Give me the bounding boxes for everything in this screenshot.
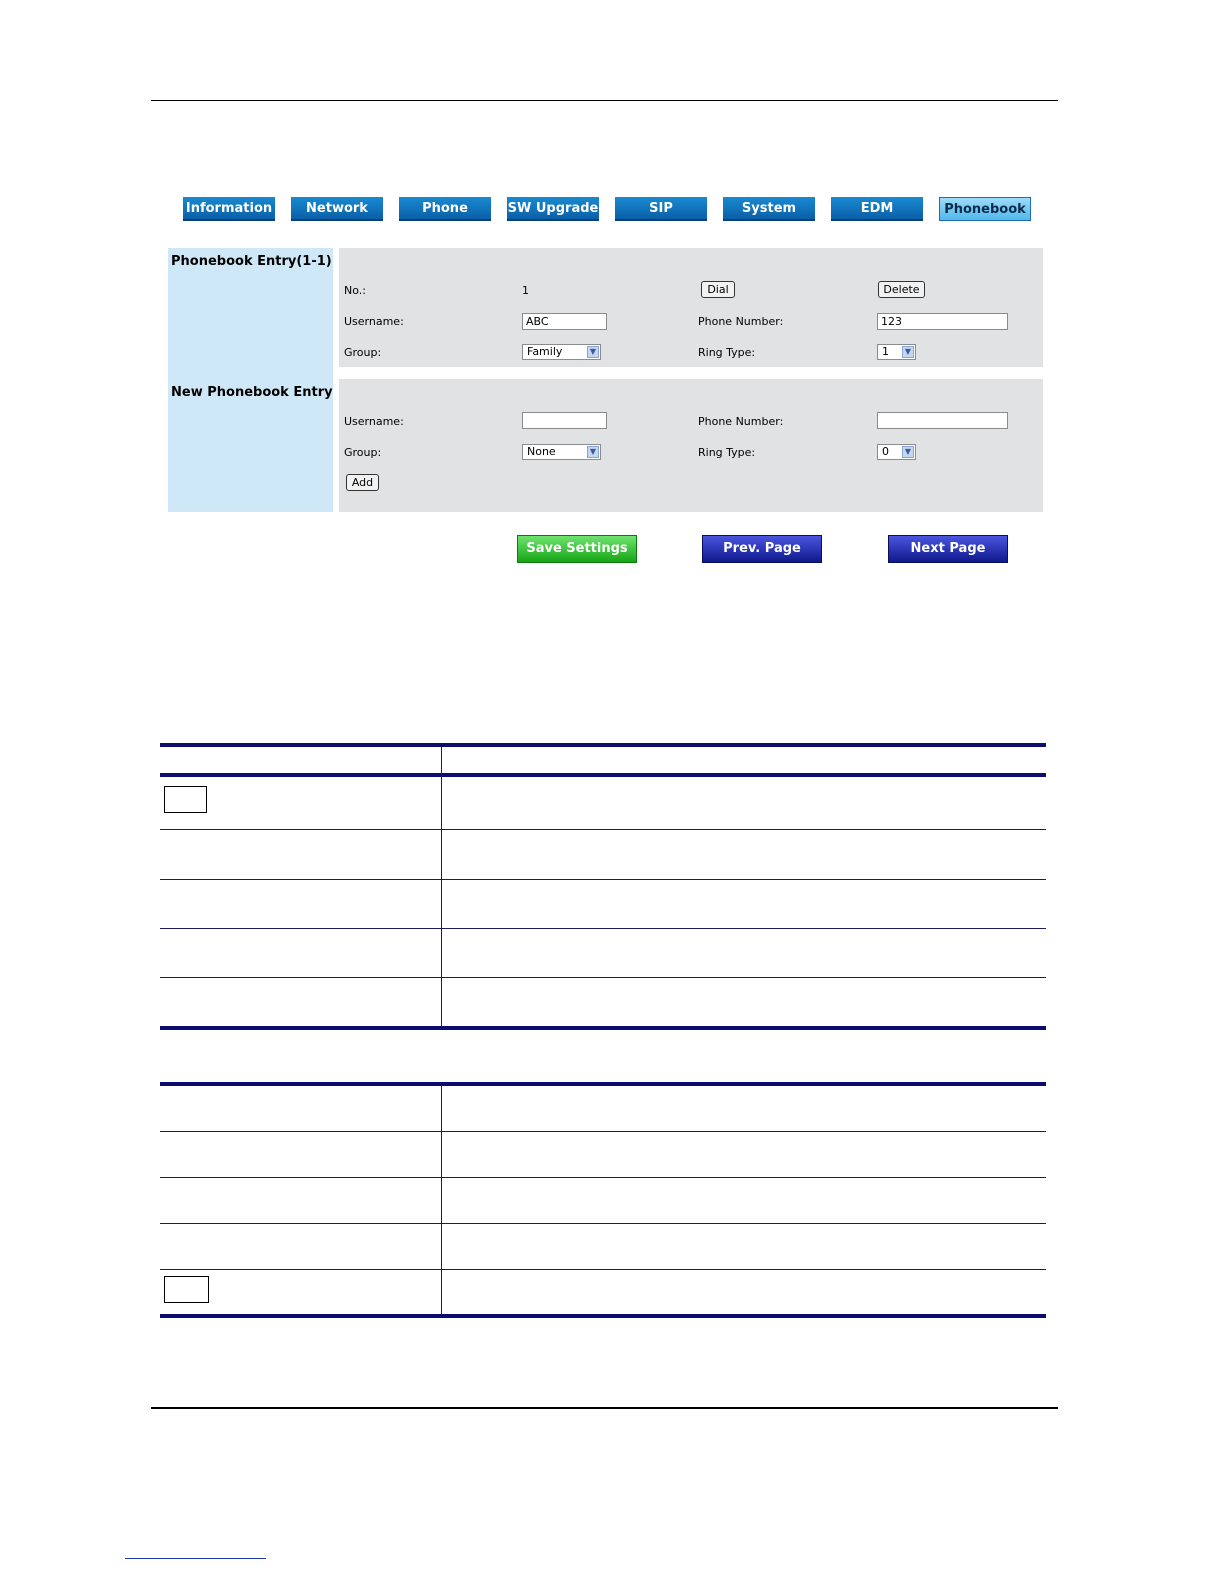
tab-sip[interactable]: SIP (615, 197, 707, 221)
new-group-select[interactable] (522, 444, 601, 460)
tab-edm[interactable]: EDM (831, 197, 923, 221)
entry-panel (339, 248, 1043, 367)
table-1-bottom-rule (160, 1026, 1046, 1030)
no-value: 1 (522, 284, 529, 297)
chevron-down-icon[interactable]: ▼ (902, 346, 914, 358)
new-entry-section-title: New Phonebook Entry (171, 385, 333, 400)
new-ring-type-select-value: 0 (882, 445, 889, 458)
phone-number-label: Phone Number: (698, 315, 784, 328)
new-entry-panel (339, 379, 1043, 512)
next-page-button[interactable]: Next Page (888, 535, 1008, 563)
prev-page-button[interactable]: Prev. Page (702, 535, 822, 563)
group-select-value: Family (527, 345, 563, 358)
new-phone-number-label: Phone Number: (698, 415, 784, 428)
table-row-divider (160, 1223, 1046, 1224)
new-ring-type-label: Ring Type: (698, 446, 756, 459)
table-1-top-rule (160, 743, 1046, 747)
group-label: Group: (344, 346, 382, 359)
footnote-rule (125, 1558, 266, 1559)
chevron-down-icon[interactable]: ▼ (587, 346, 599, 358)
table-1-column-divider (441, 747, 442, 1026)
chevron-down-icon[interactable]: ▼ (902, 446, 914, 458)
tab-system[interactable]: System (723, 197, 815, 221)
new-username-input[interactable] (522, 412, 607, 429)
button-placeholder-box (164, 1276, 209, 1303)
username-label: Username: (344, 315, 404, 328)
new-phone-number-input[interactable] (877, 412, 1008, 429)
table-2-bottom-rule (160, 1314, 1046, 1318)
table-2-top-rule (160, 1082, 1046, 1086)
table-row-divider (160, 1177, 1046, 1178)
table-row-divider (160, 928, 1046, 929)
new-username-label: Username: (344, 415, 404, 428)
table-row-divider (160, 977, 1046, 978)
section-sidebar (168, 248, 333, 512)
entry-section-title: Phonebook Entry(1-1) (171, 254, 332, 269)
group-select[interactable] (522, 344, 601, 360)
username-input[interactable]: ABC (522, 313, 607, 330)
tab-phone[interactable]: Phone (399, 197, 491, 221)
header-rule (151, 100, 1058, 101)
table-row-divider (160, 879, 1046, 880)
no-label: No.: (344, 284, 366, 297)
delete-button[interactable]: Delete (878, 281, 925, 298)
tab-sw-upgrade[interactable]: SW Upgrade (507, 197, 599, 221)
footer-rule (151, 1407, 1058, 1409)
ring-type-label: Ring Type: (698, 346, 756, 359)
tab-information[interactable]: Information (183, 197, 275, 221)
button-placeholder-box (164, 786, 207, 813)
new-group-select-value: None (527, 445, 556, 458)
phone-number-input[interactable]: 123 (877, 313, 1008, 330)
add-button[interactable]: Add (346, 474, 379, 491)
tab-phonebook[interactable]: Phonebook (939, 197, 1031, 221)
table-row-divider (160, 1269, 1046, 1270)
tab-network[interactable]: Network (291, 197, 383, 221)
table-row-divider (160, 829, 1046, 830)
ring-type-select[interactable] (877, 344, 916, 360)
dial-button[interactable]: Dial (701, 281, 735, 298)
new-group-label: Group: (344, 446, 382, 459)
ring-type-select-value: 1 (882, 345, 889, 358)
new-ring-type-select[interactable] (877, 444, 916, 460)
chevron-down-icon[interactable]: ▼ (587, 446, 599, 458)
table-row-divider (160, 1131, 1046, 1132)
save-settings-button[interactable]: Save Settings (517, 535, 637, 563)
table-2-column-divider (441, 1086, 442, 1314)
table-1-header-rule (160, 773, 1046, 777)
